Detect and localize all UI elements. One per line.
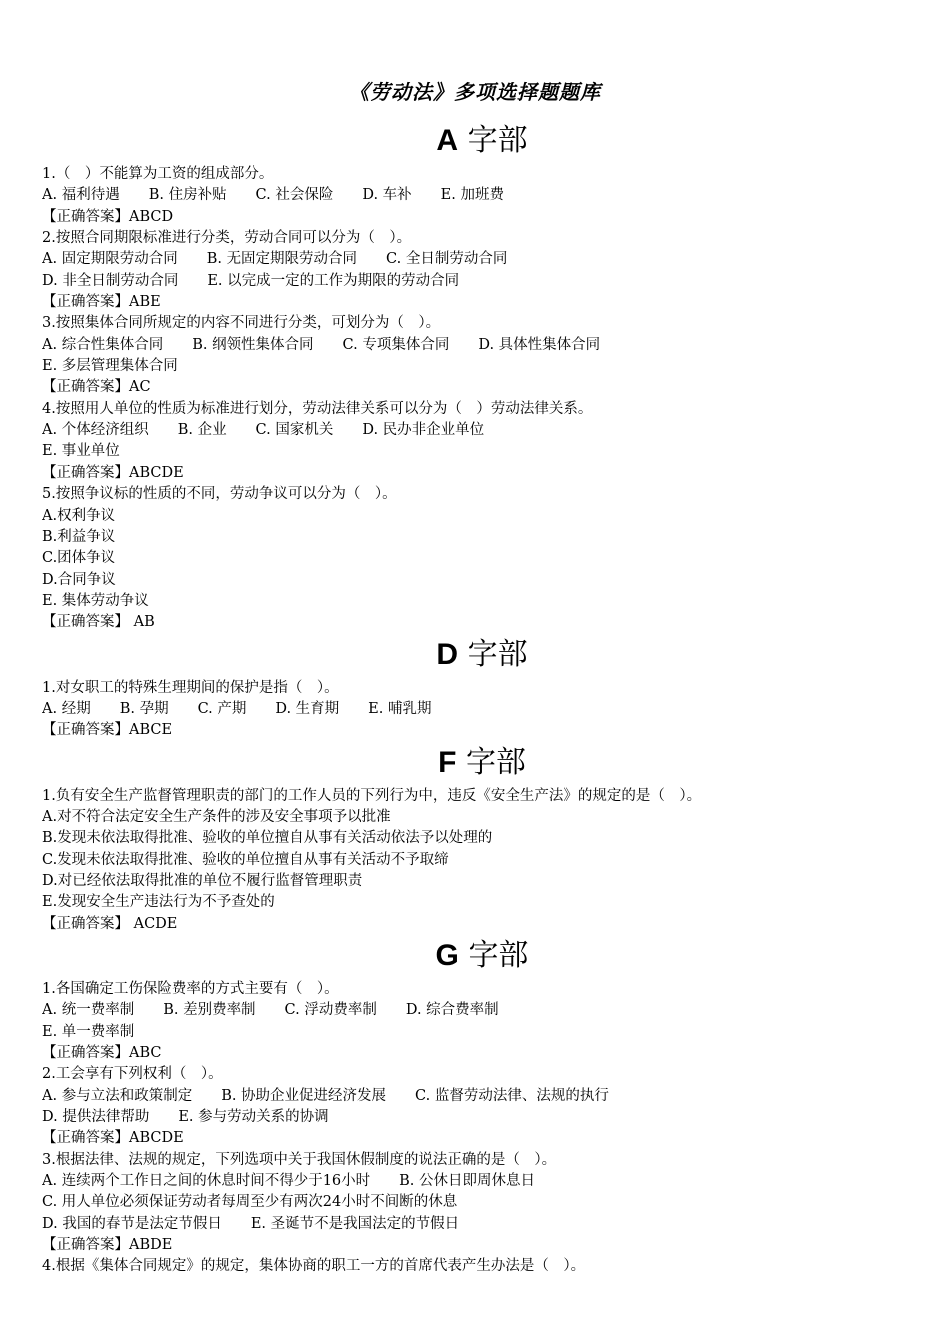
question-line: D. 提供法律帮助 E. 参与劳动关系的协调 xyxy=(42,1109,329,1126)
question-line: 1.对女职工的特殊生理期间的保护是指（ ）。 xyxy=(42,679,339,696)
question-line: E.发现安全生产违法行为不予查处的 xyxy=(42,894,275,911)
question-line: E. 集体劳动争议 xyxy=(42,592,149,609)
section-heading-g xyxy=(42,935,922,979)
answer-line: 【正确答案】ABE xyxy=(42,294,161,311)
question-line: A. 统一费率制 B. 差别费率制 C. 浮动费率制 D. 综合费率制 xyxy=(42,1002,499,1019)
question-line: 2.工会享有下列权利（ ）。 xyxy=(42,1066,223,1083)
question-line: 4.根据《集体合同规定》的规定，集体协商的职工一方的首席代表产生办法是（ ）。 xyxy=(42,1258,586,1275)
question-line: A. 综合性集体合同 B. 纲领性集体合同 C. 专项集体合同 D. 具体性集体合同 xyxy=(42,336,601,353)
question-line: E. 事业单位 xyxy=(42,443,120,460)
section-heading-f xyxy=(42,742,922,786)
question-line: E. 多层管理集体合同 xyxy=(42,358,178,375)
answer-line: 【正确答案】ABDE xyxy=(42,1237,173,1254)
question-line: A.权利争议 xyxy=(42,507,116,524)
question-line: A. 经期 B. 孕期 C. 产期 D. 生育期 E. 哺乳期 xyxy=(42,700,432,717)
question-line: B.利益争议 xyxy=(42,528,116,545)
question-line: D.合同争议 xyxy=(42,571,116,588)
answer-line: 【正确答案】 ACDE xyxy=(42,915,178,932)
question-line: A. 参与立法和政策制定 B. 协助企业促进经济发展 C. 监督劳动法律、法规的执行 xyxy=(42,1087,609,1104)
document-title: 《劳动法》多项选择题题库 xyxy=(349,80,601,104)
section-suffix: 字部 xyxy=(467,636,528,672)
answer-line: 【正确答案】ABCD xyxy=(42,208,174,225)
question-line: 3.根据法律、法规的规定，下列选项中关于我国休假制度的说法正确的是（ ）。 xyxy=(42,1151,557,1168)
question-line: 2.按照合同期限标准进行分类，劳动合同可以分为（ ）。 xyxy=(42,230,412,247)
answer-line: 【正确答案】ABCDE xyxy=(42,1130,184,1147)
question-line: 3.按照集体合同所规定的内容不同进行分类，可划分为（ ）。 xyxy=(42,315,441,332)
section-heading-d xyxy=(42,634,922,678)
question-line: C. 用人单位必须保证劳动者每周至少有两次24小时不间断的休息 xyxy=(42,1194,458,1211)
section-heading-a xyxy=(42,120,922,164)
answer-line: 【正确答案】 AB xyxy=(42,614,155,631)
answer-line: 【正确答案】ABCDE xyxy=(42,464,184,481)
answer-line: 【正确答案】ABCE xyxy=(42,722,173,739)
question-line: 1.各国确定工伤保险费率的方式主要有（ ）。 xyxy=(42,981,339,997)
question-line: A.对不符合法定安全生产条件的涉及安全事项予以批准 xyxy=(42,808,391,825)
question-line: E. 单一费率制 xyxy=(42,1023,135,1040)
question-line: A. 个体经济组织 B. 企业 C. 国家机关 D. 民办非企业单位 xyxy=(42,422,485,439)
question-line: B.发现未依法取得批准、验收的单位擅自从事有关活动依法予以处理的 xyxy=(42,830,493,847)
question-line: C.发现未依法取得批准、验收的单位擅自从事有关活动不予取缔 xyxy=(42,851,449,868)
question-line: A. 固定期限劳动合同 B. 无固定期限劳动合同 C. 全日制劳动合同 xyxy=(42,251,508,268)
document-body xyxy=(42,120,922,1278)
answer-line: 【正确答案】ABC xyxy=(42,1045,162,1062)
question-line: D. 非全日制劳动合同 E. 以完成一定的工作为期限的劳动合同 xyxy=(42,272,460,289)
question-line: 1.负有安全生产监督管理职责的部门的工作人员的下列行为中，违反《安全生产法》的规定的是（ ）。 xyxy=(42,787,702,804)
question-line: 5.按照争议标的性质的不同，劳动争议可以分为（ ）。 xyxy=(42,486,397,503)
section-suffix: 字部 xyxy=(465,744,526,780)
question-line: A. 福利待遇 B. 住房补贴 C. 社会保险 D. 车补 E. 加班费 xyxy=(42,187,504,204)
question-line: 1.（ ）不能算为工资的组成部分。 xyxy=(42,166,274,182)
section-letter: D xyxy=(436,637,459,671)
question-line: D. 我国的春节是法定节假日 E. 圣诞节不是我国法定的节假日 xyxy=(42,1215,460,1232)
question-line: C.团体争议 xyxy=(42,550,116,567)
question-line: 4.按照用人单位的性质为标准进行划分，劳动法律关系可以分为（ ）劳动法律关系。 xyxy=(42,400,593,417)
question-line: A. 连续两个工作日之间的休息时间不得少于16小时 B. 公休日即周休息日 xyxy=(42,1173,536,1190)
section-letter: G xyxy=(435,939,459,972)
section-letter: F xyxy=(438,745,457,779)
answer-line: 【正确答案】AC xyxy=(42,379,151,396)
question-line: D.对已经依法取得批准的单位不履行监督管理职责 xyxy=(42,872,363,889)
section-suffix: 字部 xyxy=(468,938,529,973)
section-letter: A xyxy=(436,124,459,157)
section-suffix: 字部 xyxy=(467,123,528,158)
